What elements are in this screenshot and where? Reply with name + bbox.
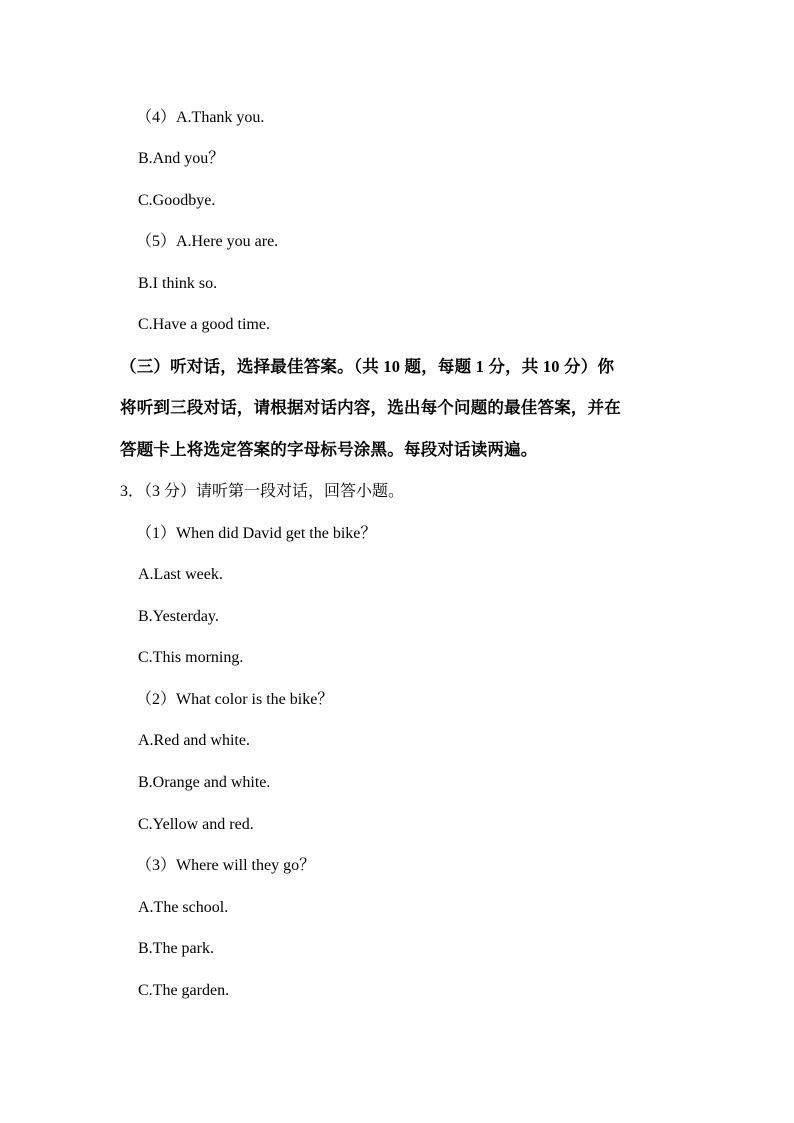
section-3-heading-line-1: （三）听对话，选择最佳答案。（共 10 题，每题 1 分，共 10 分）你	[120, 357, 615, 376]
question-3-2-option-a: A.Red and white.	[138, 732, 250, 749]
question-3-3-option-a: A.The school.	[138, 899, 229, 916]
question-3-1-option-a: A.Last week.	[138, 566, 223, 583]
question-3-intro: 3．（3 分）请听第一段对话，回答小题。	[120, 483, 405, 500]
question-3-1-option-c: C.This morning.	[138, 649, 244, 666]
question-4-option-a: （4）A.Thank you.	[136, 109, 265, 126]
question-3-3-option-b: B.The park.	[138, 940, 214, 957]
section-3-heading-line-3: 答题卡上将选定答案的字母标号涂黑。每段对话读两遍。	[120, 440, 538, 459]
question-3-2-option-b: B.Orange and white.	[138, 774, 271, 791]
question-5-option-b: B.I think so.	[138, 275, 218, 292]
question-4-option-c: C.Goodbye.	[138, 192, 216, 209]
question-3-1-prompt: （1）When did David get the bike？	[136, 525, 377, 542]
question-5-option-c: C.Have a good time.	[138, 316, 270, 333]
question-4-option-b: B.And you？	[138, 150, 225, 167]
question-3-2-option-c: C.Yellow and red.	[138, 816, 254, 833]
section-3-heading-line-2: 将听到三段对话，请根据对话内容，选出每个问题的最佳答案，并在	[120, 398, 621, 417]
question-5-option-a: （5）A.Here you are.	[136, 233, 279, 250]
question-3-1-option-b: B.Yesterday.	[138, 608, 219, 625]
question-3-2-prompt: （2）What color is the bike？	[136, 691, 334, 708]
question-3-3-option-c: C.The garden.	[138, 982, 230, 999]
question-3-3-prompt: （3）Where will they go？	[136, 857, 316, 874]
